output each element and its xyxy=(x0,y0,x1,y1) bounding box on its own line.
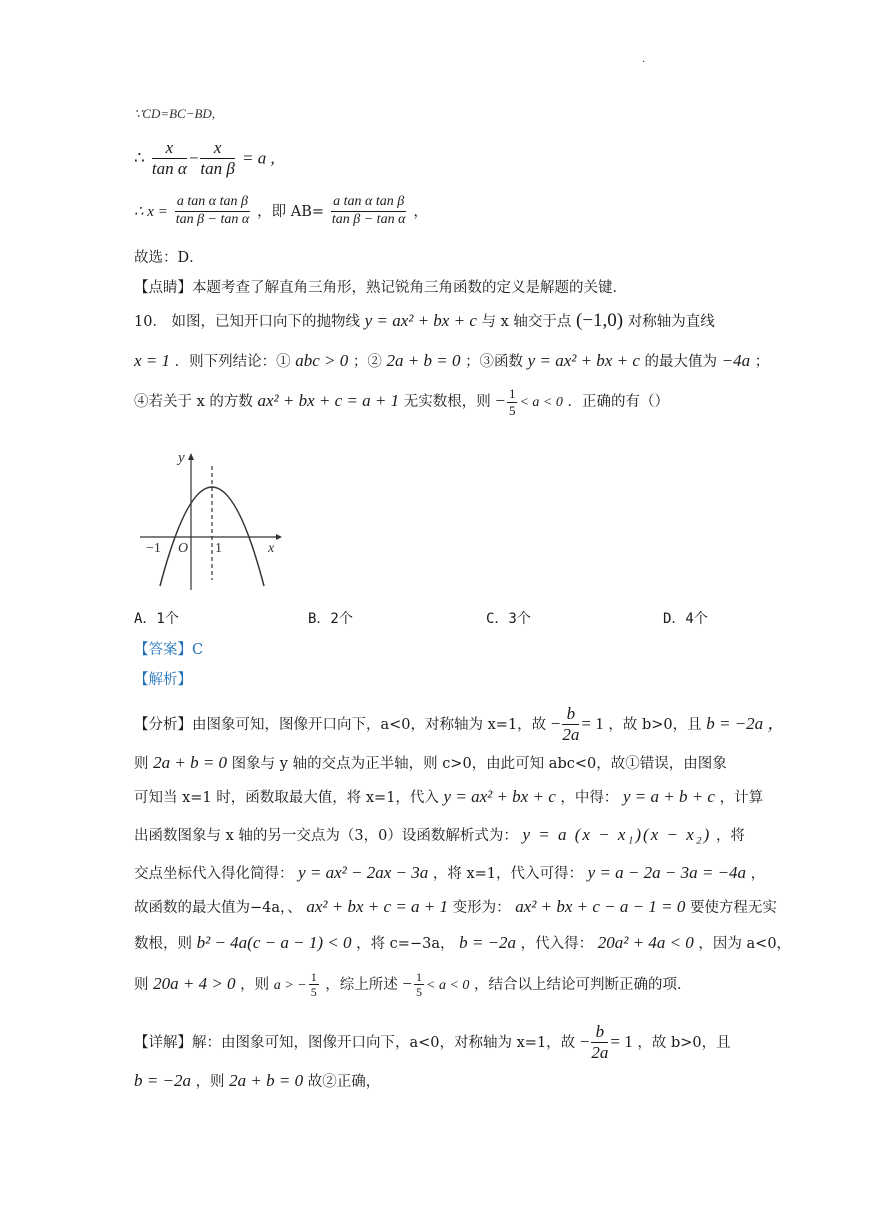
y-axis-arrow xyxy=(188,453,194,460)
page-mark: . xyxy=(642,54,646,65)
conclusion-1: abc > 0 xyxy=(295,351,349,370)
remark: 【点睛】本题考查了解直角三角形，熟记锐角三角函数的定义是解题的关键． xyxy=(134,280,627,296)
fraction-one-fifth-3: $\frac{1}{5}$ xyxy=(416,970,422,1000)
x-axis-arrow xyxy=(276,534,282,540)
q10-line-3: ④若关于 x 的方数 ax² + bx + c = a + 1 无实数根，则 − $\frac{1}{5}$ < a < 0 ．正确的有（） xyxy=(134,386,669,418)
max-value: −4a xyxy=(721,351,751,370)
point-neg-one: (−1,0) xyxy=(576,310,624,331)
analysis-label: 【解析】 xyxy=(134,672,192,688)
fraction-x-tan-alpha: $\frac{x}{\text{tan α}}$ xyxy=(151,138,187,179)
therefore-symbol: ∴ xyxy=(134,148,145,168)
q10-number: 10． 如图，已知开口向下的抛物线 xyxy=(134,314,361,330)
analysis-line-7: 数根，则 b² − 4a(c − a − 1) < 0 ，将 c=−3a， b = −2a ，代入得： 20a² + 4a < 0 ，因为 a<0， xyxy=(134,933,792,952)
fraction-b-2a: $\frac{b}{2a}$ xyxy=(562,704,580,745)
conclusion-2: 2a + b = 0 xyxy=(386,351,461,370)
fraction-one-fifth-2: $\frac{1}{5}$ xyxy=(310,970,317,1000)
detail-line-2: b = −2a ，则 2a + b = 0 故②正确， xyxy=(134,1071,381,1090)
x-label: x xyxy=(268,541,275,556)
y-label: y xyxy=(178,450,185,466)
analysis-line-1: 【分析】由图象可知，图像开口向下，a<0，对称轴为 x=1，故 − $\frac{b}{2a}$ = 1 ，故 b>0，且 b = −2a ， xyxy=(134,704,785,745)
detail-line-1: 【详解】解：由图象可知，图像开口向下，a<0，对称轴为 x=1，故 − $\frac{b}{2a}$ = 1 ，故 b>0，且 xyxy=(134,1022,731,1063)
parabola-graph xyxy=(136,440,286,598)
ie-ab: ，即 AB= xyxy=(257,203,325,220)
analysis-line-2: 则 2a + b = 0 图象与 y 轴的交点为正半轴，则 c>0，由此可知 abc<0，故①错误，由图象 xyxy=(134,753,727,772)
neg-one-label: −1 xyxy=(146,541,161,556)
fraction-b-2a-detail: $\frac{b}{2a}$ xyxy=(591,1022,609,1063)
fraction-solution-1: $\frac{\text{a tan α tan β}}{\text{tan β − tan α}}$ xyxy=(175,194,250,227)
analysis-line-8: 则 20a + 4 > 0 ，则 a > − $\frac{1}{5}$ ，综上所述 − $\frac{1}{5}$ < a < 0 ，结合以上结论可判断正确的项． xyxy=(134,970,692,1000)
equation-4: ax² + bx + c = a + 1 xyxy=(257,391,400,411)
equals-a: = a , xyxy=(241,148,275,168)
q10-line-1: 10． 如图，已知开口向下的抛物线 y = ax² + bx + c 与 x 轴交于点 (−1,0) 对称轴为直线 xyxy=(134,310,715,331)
choice-c[interactable]: C．3个 xyxy=(486,611,531,627)
fraction-x-tan-beta: $\frac{x}{\text{tan β}}$ xyxy=(200,138,235,179)
axis-eq: x = 1 xyxy=(134,351,171,370)
conclusion: 故选：D． xyxy=(134,250,204,266)
parabola-eq: y = ax² + bx + c xyxy=(364,311,477,330)
analysis-line-3: 可知当 x=1 时，函数取最大值，将 x=1，代入 y = ax² + bx + c ，中得： y = a + b + c ，计算 xyxy=(134,787,764,806)
one-label: 1 xyxy=(215,541,222,556)
line-x-solution: ∴ x = $\frac{\text{a tan α tan β}}{\text{tan β − tan α}}$ ，即 AB= $\frac{\text{a tan α tan β}}{\text{tan β − tan α}}$ ， xyxy=(134,194,428,227)
answer: 【答案】C xyxy=(134,642,204,658)
fraction-solution-2: $\frac{\text{a tan α tan β}}{\text{tan β − tan α}}$ xyxy=(331,194,406,227)
line-fraction-eq: ∴ $\frac{x}{\text{tan α}}$ − $\frac{x}{\text{tan β}}$ = a , xyxy=(134,138,275,179)
choice-a[interactable]: A．1个 xyxy=(134,611,179,627)
choice-d[interactable]: D．4个 xyxy=(663,611,708,627)
analysis-line-4: 出函数图象与 x 轴的另一交点为（3，0）设函数解析式为： y = a (x − x₁)(x − x₂) ，将 xyxy=(134,825,745,844)
choice-b[interactable]: B．2个 xyxy=(308,611,353,627)
fraction-one-fifth: $\frac{1}{5}$ xyxy=(508,386,516,418)
analysis-line-5: 交点坐标代入得化简得： y = ax² − 2ax − 3a ，将 x=1，代入可得： y = a − 2a − 3a = −4a ， xyxy=(134,863,766,882)
origin-label: O xyxy=(178,541,189,556)
analysis-line-6: 故函数的最大值为−4a，、 ax² + bx + c = a + 1 变形为： ax² + bx + c − a − 1 = 0 要使方程无实 xyxy=(134,897,777,916)
line-cd: ∵CD=BC−BD, xyxy=(134,106,216,121)
q10-line-2: x = 1 ．则下列结论：① abc > 0 ；② 2a + b = 0 ；③函数 y = ax² + bx + c 的最大值为 −4a ； xyxy=(134,351,770,370)
